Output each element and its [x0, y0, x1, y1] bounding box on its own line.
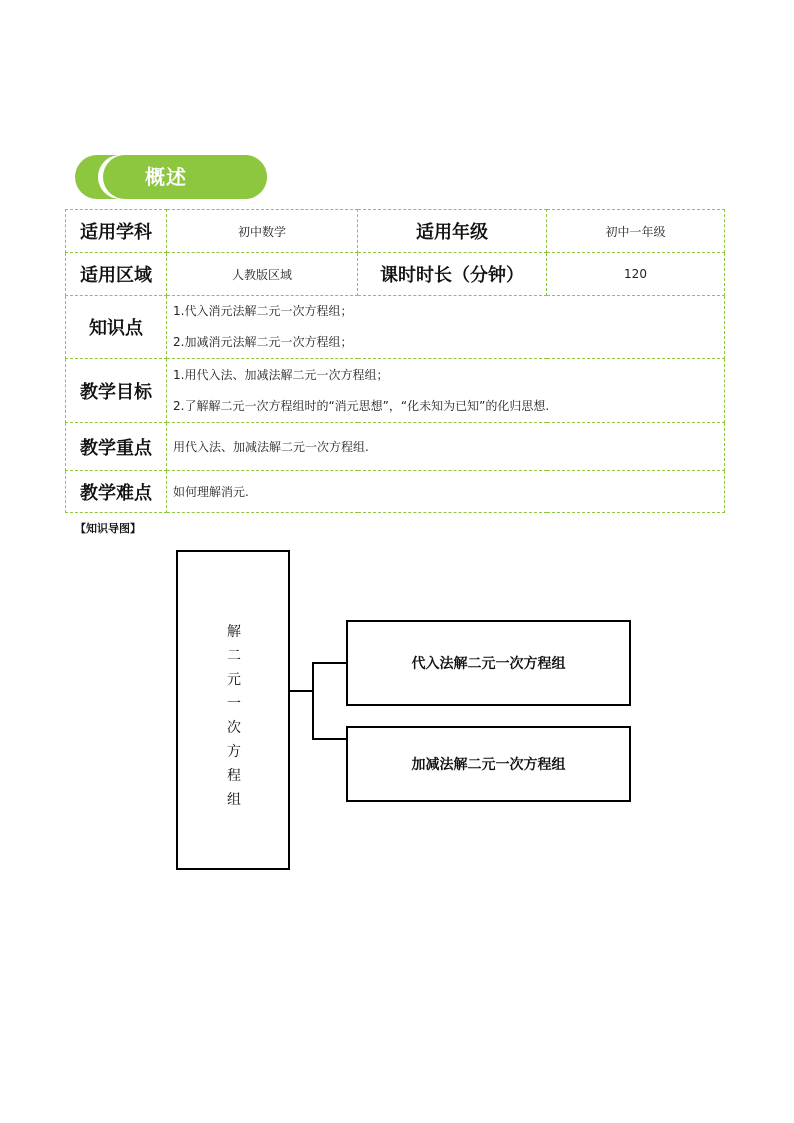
root-char: 二	[227, 648, 241, 664]
grade-label: 适用年级	[358, 210, 547, 253]
goal-item: 2.了解解二元一次方程组时的“消元思想”，“化未知为已知”的化归思想.	[173, 398, 550, 413]
goals-cell	[167, 359, 725, 423]
root-char: 次	[227, 720, 241, 736]
mindmap-branch-substitution: 代入法解二元一次方程组	[346, 620, 631, 706]
root-char: 一	[227, 696, 241, 712]
difficulty-value: 如何理解消元.	[167, 471, 725, 513]
table-row	[66, 471, 725, 513]
root-char: 解	[227, 624, 241, 640]
section-title: 概述	[145, 165, 187, 189]
knowledge-item: 1.代入消元法解二元一次方程组；	[173, 304, 353, 318]
mindmap-root-text	[225, 620, 243, 812]
connector-upper-vertical	[312, 662, 314, 690]
table-row	[66, 210, 725, 253]
connector-stem	[290, 690, 314, 692]
connector-lower-vertical	[312, 690, 314, 740]
grade-value: 初中一年级	[547, 210, 725, 253]
duration-value: 120	[547, 253, 725, 296]
connector-upper-horizontal	[312, 662, 346, 664]
key-label: 教学重点	[66, 423, 167, 471]
table-row	[66, 253, 725, 296]
connector-lower-horizontal	[312, 738, 346, 740]
table-row	[66, 296, 725, 359]
root-char: 方	[227, 744, 241, 760]
duration-label: 课时时长（分钟）	[358, 253, 547, 296]
goals-label: 教学目标	[66, 359, 167, 423]
mindmap-label: 【知识导图】	[75, 522, 141, 535]
region-value: 人教版区域	[167, 253, 358, 296]
subject-label: 适用学科	[66, 210, 167, 253]
table-row	[66, 423, 725, 471]
subject-value: 初中数学	[167, 210, 358, 253]
knowledge-label: 知识点	[66, 296, 167, 359]
goal-item: 1.用代入法、加减法解二元一次方程组；	[173, 367, 389, 382]
knowledge-item: 2.加减消元法解二元一次方程组；	[173, 335, 353, 349]
root-char: 组	[227, 792, 241, 808]
difficulty-label: 教学难点	[66, 471, 167, 513]
table-row	[66, 359, 725, 423]
overview-table	[65, 209, 725, 513]
region-label: 适用区域	[66, 253, 167, 296]
root-char: 程	[227, 768, 241, 784]
knowledge-cell	[167, 296, 725, 359]
root-char: 元	[227, 672, 241, 688]
mindmap-branch-elimination: 加减法解二元一次方程组	[346, 726, 631, 802]
key-value: 用代入法、加减法解二元一次方程组.	[167, 423, 725, 471]
